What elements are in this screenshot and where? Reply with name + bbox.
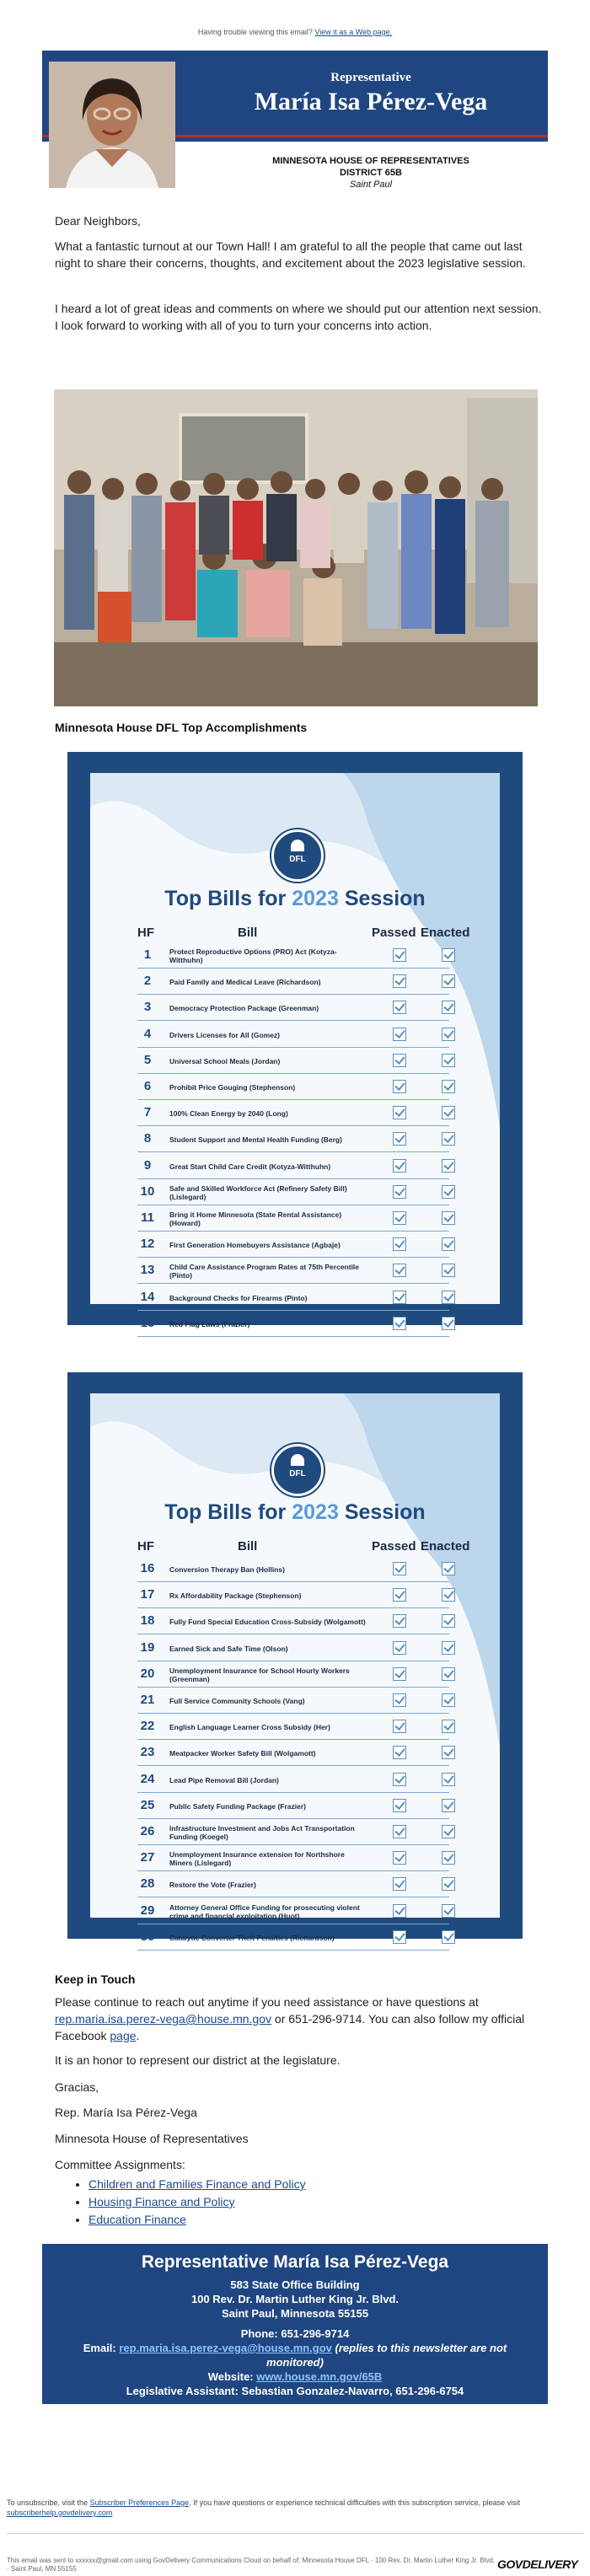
representative-avatar [49,62,175,188]
enacted-checkbox-icon [442,1211,455,1225]
enacted-checkbox-icon [442,1291,455,1304]
card-title-suffix: Session [344,1500,426,1524]
enacted-checkbox-icon [442,1877,455,1891]
enacted-checkbox-icon [442,1773,455,1786]
passed-checkbox-icon [393,948,406,962]
footer-name: Representative María Isa Pérez-Vega [141,2252,449,2272]
house-name: MINNESOTA HOUSE OF REPRESENTATIVES [272,156,469,166]
committee-link[interactable]: Education Finance [88,2213,186,2226]
bill-number: 24 [140,1771,155,1786]
enacted-checkbox-icon [442,974,455,988]
bill-name: Universal School Meals (Jordan) [169,1056,281,1065]
bill-row [137,1689,449,1714]
passed-checkbox-icon [393,1001,406,1014]
footer-website-label: Website: [207,2370,254,2383]
bill-row [137,1741,449,1766]
passed-checkbox-icon [393,1080,406,1093]
bill-number: 26 [140,1824,155,1838]
bill-name: Infrastructure Investment and Jobs Act Transportation Funding (Koegel) [169,1824,355,1841]
footer-city: Saint Paul, Minnesota 55155 [221,2307,369,2320]
bill-number: 18 [140,1613,155,1629]
bill-name: Democracy Protection Package (Greenman) [169,1004,319,1013]
bill-row [137,1900,449,1924]
bill-number: 21 [140,1693,155,1707]
dfl-logo [271,1444,324,1496]
letter-paragraph-1: What a fantastic turnout at our Town Hall! I am grateful to all the people that came out last night to share their concerns, thoughts, and excitement about the 2023 legislative session. [55,239,526,270]
passed-checkbox-icon [393,1930,406,1944]
bill-name: Drivers Licenses for All (Gomez) [169,1030,281,1039]
top-bills-card-2 [67,1372,523,1944]
bill-row [137,1558,449,1582]
col-header-hf: HF [137,926,154,940]
bill-number: 16 [140,1561,155,1575]
enacted-checkbox-icon [442,1562,455,1575]
dfl-logo [271,829,324,882]
bill-number: 19 [140,1640,155,1655]
enacted-checkbox-icon [442,1904,455,1918]
bill-number: 8 [143,1131,152,1146]
bill-number: 28 [140,1876,155,1892]
web-view-notice [0,28,590,36]
top-bills-card-1 [67,752,523,1330]
passed-checkbox-icon [393,1054,406,1067]
bill-number: 3 [143,1000,152,1015]
bill-row [137,1847,449,1871]
bill-name: Catalytic Converter Theft Penalties (Richardson) [169,1933,335,1942]
enacted-checkbox-icon [442,1106,455,1119]
bill-row [137,996,449,1021]
bill-name: Child Care Assistance Program Rates at 75th Percentile (Pinto) [169,1263,360,1280]
col-header-enacted: Enacted [421,1539,470,1554]
web-view-link[interactable]: View it as a Web page. [314,28,393,36]
footer-assistant: Legislative Assistant: Sebastian Gonzalez-Navarro, 651-296-6754 [126,2385,464,2397]
contact-text-start: Please continue to reach out anytime if you need assistance or have questions at [55,1995,479,2009]
committee-item [88,2176,306,2193]
keep-in-touch-heading: Keep in Touch [55,1972,136,1986]
passed-checkbox-icon [393,1562,406,1575]
bill-name: Attorney General Office Funding for prosecuting violent crime and financial exploitation (Huot) [169,1902,360,1920]
passed-checkbox-icon [393,1237,406,1251]
bill-row [137,1663,449,1688]
passed-checkbox-icon [393,1877,406,1891]
closing: Gracias, [55,2080,99,2094]
committee-item [88,2211,306,2229]
bill-number: 29 [140,1902,155,1918]
bill-name: Fully Fund Special Education Cross-Subsidy (Wolgamott) [169,1618,366,1627]
bill-row [137,1584,449,1608]
bill-number: 5 [143,1052,152,1067]
contact-email-link[interactable]: rep.maria.isa.perez-vega@house.mn.gov [55,2012,272,2026]
footer-email-line [42,2341,548,2369]
bill-row [137,1610,449,1634]
contact-text-end: . [136,2029,140,2042]
committee-label: Committee Assignments: [55,2158,185,2171]
legal-notice: This email was sent to xxxxxx@gmail.com using GovDelivery Communications Cloud on behalf of: Minnesota House DFL · 100 Rev. Dr. Martin Luther King Jr. Blvd. · Saint Paul, MN 55155 [7,2557,496,2573]
committee-link[interactable]: Housing Finance and Policy [88,2195,235,2208]
card-title-year: 2023 [292,887,339,910]
col-header-bill: Bill [238,1539,258,1554]
bill-number: 12 [140,1237,155,1252]
passed-checkbox-icon [393,1746,406,1759]
letter-paragraph-2: I heard a lot of great ideas and comments on where we should put our attention next session. I look forward to working with all of you to turn your concerns into action. [55,302,542,332]
passed-checkbox-icon [393,1641,406,1655]
enacted-checkbox-icon [442,1693,455,1707]
bill-number: 6 [143,1079,152,1093]
enacted-checkbox-icon [442,1159,455,1173]
card-title [90,1500,500,1525]
bill-row [137,1715,449,1740]
honor-paragraph: It is an honor to represent our district at the legislature. [55,2053,341,2067]
enacted-checkbox-icon [442,1054,455,1067]
footer-website-link[interactable]: www.house.mn.gov/65B [256,2370,383,2383]
notice-text: Having trouble viewing this email? [197,28,313,36]
enacted-checkbox-icon [442,1028,455,1041]
subscriber-help-link[interactable]: subscriberhelp.govdelivery.com [7,2509,113,2517]
bill-number: 23 [140,1745,155,1760]
bill-row [137,944,449,969]
footer-office: 583 State Office Building [230,2278,360,2291]
bill-row [137,1637,449,1661]
card-title-prefix: Top Bills for [164,1500,287,1524]
committee-link[interactable]: Children and Families Finance and Policy [88,2177,306,2191]
committee-item [88,2193,306,2211]
bill-name: Public Safety Funding Package (Frazier) [169,1801,307,1811]
passed-checkbox-icon [393,1264,406,1277]
bill-row [137,1233,449,1258]
enacted-checkbox-icon [442,1641,455,1655]
passed-checkbox-icon [393,1132,406,1146]
district-label: DISTRICT 65B [340,168,402,178]
passed-checkbox-icon [393,1667,406,1681]
col-header-passed: Passed [372,1539,416,1554]
bill-name: Great Start Child Care Credit (Kotyza-Witthuhn) [169,1162,331,1171]
passed-checkbox-icon [393,1693,406,1707]
bill-number: 10 [140,1183,155,1199]
bill-number: 2 [143,974,152,989]
col-header-enacted: Enacted [421,926,470,940]
town-hall-group-photo [54,389,538,706]
card-title-suffix: Session [344,887,426,910]
bill-row [137,1023,449,1048]
bill-number: 14 [140,1289,155,1304]
passed-checkbox-icon [393,974,406,988]
bill-row [137,1076,449,1100]
enacted-checkbox-icon [442,1080,455,1093]
bill-number: 9 [143,1157,152,1173]
bill-name: Bring it Home Minnesota (State Rental Assistance) (Howard) [169,1210,342,1227]
bill-name: Background Checks for Firearms (Pinto) [169,1293,308,1302]
subscriber-preferences-link[interactable]: Subscriber Preferences Page [89,2498,190,2507]
bill-number: 25 [140,1797,155,1812]
enacted-checkbox-icon [442,1799,455,1812]
passed-checkbox-icon [393,1720,406,1733]
committee-list [55,2176,306,2229]
bill-row [137,1259,449,1284]
bill-number: 13 [140,1263,155,1278]
bill-name: 100% Clean Energy by 2040 (Long) [169,1109,288,1119]
enacted-checkbox-icon [442,948,455,962]
bill-number: 22 [140,1719,155,1734]
city-label: Saint Paul [349,180,393,190]
bill-number: 17 [140,1587,155,1602]
passed-checkbox-icon [393,1159,406,1173]
unsubscribe-text-1: To unsubscribe, visit the [7,2498,88,2507]
enacted-checkbox-icon [442,1237,455,1251]
passed-checkbox-icon [393,1211,406,1225]
col-header-hf: HF [137,1539,154,1554]
bill-name: Conversion Therapy Ban (Hollins) [169,1565,285,1574]
keep-in-touch-paragraph [55,1994,544,2044]
contact-footer [42,2244,548,2404]
enacted-checkbox-icon [442,1132,455,1146]
bill-row [137,1102,449,1126]
passed-checkbox-icon [393,1799,406,1812]
bill-row [137,1155,449,1179]
dfl-logo-text: DFL [289,1469,306,1479]
enacted-checkbox-icon [442,1930,455,1944]
bill-number: 4 [143,1026,152,1041]
col-header-bill: Bill [238,926,258,940]
enacted-checkbox-icon [442,1720,455,1733]
bill-number: 27 [140,1850,155,1865]
bill-number: 15 [140,1315,155,1330]
signature-name: Rep. María Isa Pérez-Vega [55,2106,197,2119]
bill-row [137,1181,449,1205]
bill-name: Rx Affordability Package (Stephenson) [169,1591,302,1601]
bill-row [137,1821,449,1845]
footer-website-line [42,2369,548,2384]
passed-checkbox-icon [393,1614,406,1628]
bill-row [137,1049,449,1074]
signature-org: Minnesota House of Representatives [55,2132,249,2145]
unsubscribe-text-2: . If you have questions or experience technical difficulties with this subscription service, please visit [189,2498,521,2507]
bill-name: Student Support and Mental Health Funding (Berg) [169,1135,342,1145]
rep-name: María Isa Pérez-Vega [254,88,488,115]
bill-row [137,1286,449,1311]
passed-checkbox-icon [393,1106,406,1119]
rep-label: Representative [330,71,411,84]
enacted-checkbox-icon [442,1185,455,1199]
card-title-year: 2023 [292,1500,339,1524]
unsubscribe-notice [7,2498,583,2518]
bill-number: 11 [141,1210,154,1225]
bill-row [137,1926,449,1951]
dfl-logo-text: DFL [289,855,306,864]
passed-checkbox-icon [393,1904,406,1918]
footer-divider [7,2533,583,2534]
bill-row [137,970,449,995]
greeting: Dear Neighbors, [55,214,141,228]
passed-checkbox-icon [393,1028,406,1041]
enacted-checkbox-icon [442,1746,455,1759]
bill-row [137,1207,449,1232]
bill-name: First Generation Homebuyers Assistance (Agbaje) [169,1241,341,1250]
passed-checkbox-icon [393,1291,406,1304]
bill-name: Earned Sick and Safe Time (Olson) [169,1644,288,1653]
bill-number: 7 [143,1105,152,1120]
card-title-prefix: Top Bills for [164,887,287,910]
bill-name: English Language Learner Cross Subsidy (Her) [169,1723,330,1732]
contact-text-mid: or 651-296-9714. You can also follow my official Facebook [55,2012,525,2042]
govdelivery-logo: GOVDELIVERY [497,2557,578,2571]
enacted-checkbox-icon [442,1614,455,1628]
enacted-checkbox-icon [442,1588,455,1602]
enacted-checkbox-icon [442,1264,455,1277]
footer-email-note: (replies to this newsletter are not monitored) [266,2342,507,2369]
passed-checkbox-icon [393,1588,406,1602]
bill-name: Safe and Skilled Workforce Act (Refinery Safety Bill) (Lislegard) [169,1183,347,1201]
passed-checkbox-icon [393,1825,406,1838]
bill-name: Restore the Vote (Frazier) [169,1881,256,1890]
bill-name: Full Service Community Schools (Vang) [169,1697,305,1705]
passed-checkbox-icon [393,1851,406,1865]
bill-number: 20 [140,1666,155,1681]
enacted-checkbox-icon [442,1317,455,1330]
enacted-checkbox-icon [442,1001,455,1014]
bill-name: Paid Family and Medical Leave (Richardson) [169,978,321,987]
bill-name: Prohibit Price Gouging (Stephenson) [169,1083,296,1092]
accomplishments-heading: Minnesota House DFL Top Accomplishments [55,721,308,734]
enacted-checkbox-icon [442,1851,455,1865]
bill-name: Lead Pipe Removal Bill (Jordan) [169,1775,279,1784]
bill-name: Unemployment Insurance extension for Northshore Miners (Lislegard) [169,1850,345,1868]
bill-name: Unemployment Insurance for School Hourly Workers (Greenman) [169,1666,350,1683]
bill-number: 30 [140,1929,155,1944]
footer-email-label: Email: [83,2342,116,2354]
facebook-page-link[interactable]: page [110,2029,137,2042]
bill-name: Meatpacker Worker Safety Bill (Wolgamott) [169,1749,316,1758]
bill-row [137,1128,449,1152]
footer-email-link[interactable]: rep.maria.isa.perez-vega@house.mn.gov [119,2342,332,2354]
bill-number: 1 [143,947,152,962]
footer-phone: Phone: 651-296-9714 [240,2327,350,2340]
col-header-passed: Passed [372,926,416,940]
bill-row [137,1795,449,1819]
passed-checkbox-icon [393,1317,406,1330]
card-title [90,887,500,911]
passed-checkbox-icon [393,1773,406,1786]
enacted-checkbox-icon [442,1667,455,1681]
bill-row [137,1873,449,1897]
enacted-checkbox-icon [442,1825,455,1838]
bill-name: Red Flag Laws (Frazier) [169,1319,250,1328]
bill-name: Protect Reproductive Options (PRO) Act (Kotyza-Witthuhn) [169,947,337,964]
passed-checkbox-icon [393,1185,406,1199]
bill-row [137,1768,449,1793]
bill-row [137,1312,449,1337]
footer-street: 100 Rev. Dr. Martin Luther King Jr. Blvd. [190,2293,400,2305]
